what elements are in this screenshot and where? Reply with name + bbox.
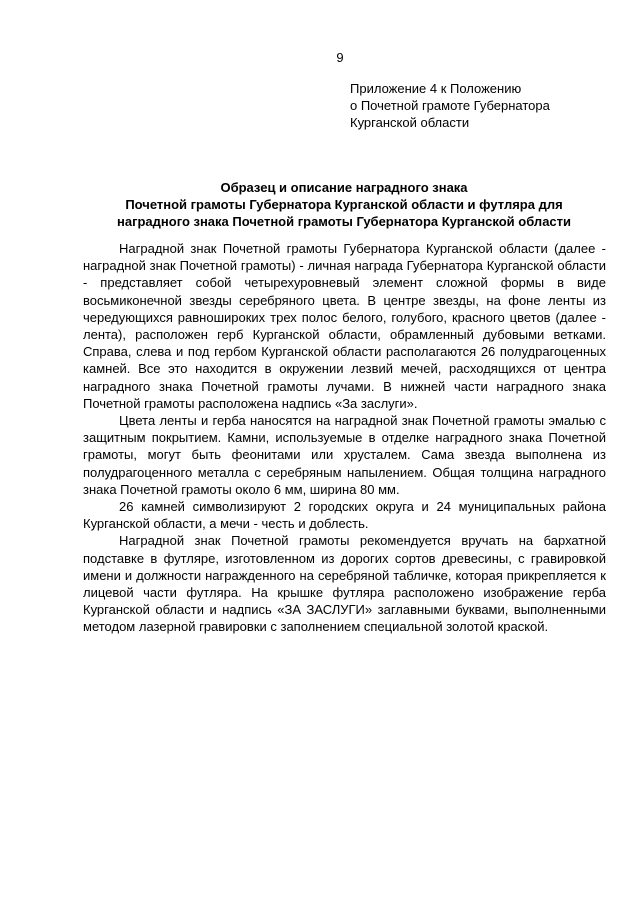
appendix-reference bbox=[350, 80, 620, 131]
title-line: Почетной грамоты Губернатора Курганской области и футляра для bbox=[125, 197, 563, 212]
appendix-line: Приложение 4 к Положению bbox=[350, 81, 522, 96]
appendix-line: Курганской области bbox=[350, 115, 470, 130]
paragraph-materials: Цвета ленты и герба наносятся на наградной знак Почетной грамоты эмалью с защитным покрытием. Камни, используемые в отделке наградного знака Почетной грамоты, могут быть феонитами или хрусталем. Сама звезда выполнена из полудрагоценного металла с серебряным напылением. Общая толщина наградного знака Почетной грамоты около 6 мм, ширина 80 мм. bbox=[83, 413, 606, 497]
paragraph-symbolism: 26 камней символизируют 2 городских округа и 24 муниципальных района Курганской области, а мечи - честь и доблесть. bbox=[83, 499, 606, 532]
appendix-line: о Почетной грамоте Губернатора bbox=[350, 98, 550, 113]
paragraph-case-description: Наградной знак Почетной грамоты рекомендуется вручать на бархатной подставке в футляре, изготовленном из дорогих сортов древесины, с гравировкой имени и должности награжденного на серебряной табличке, которая прикрепляется к лицевой части футляра. На крышке футляра расположено изображение герба Курганской области и надпись «ЗА ЗАСЛУГИ» заглавными буквами, выполненными методом лазерной гравировки с заполнением специальной золотой краской. bbox=[83, 533, 606, 635]
paragraph-badge-description: Наградной знак Почетной грамоты Губернатора Курганской области (далее - наградной знак Почетной грамоты) - личная награда Губернатора Курганской области - представляет собой четырехуровневый элемент сложной формы в виде восьмиконечной звезды серебряного цвета. В центре звезды, на фоне ленты из чередующихся равноширокиx трех полос белого, голубого, красного цветов (далее - лента), расположен герб Курганской области, обрамленный дубовыми ветками. Справа, слева и под гербом Курганской области располагаются 26 полудрагоценных камней. Все это находится в окружении лезвий мечей, расходящихся от центра наградного знака Почетной грамоты лучами. В нижней части наградного знака Почетной грамоты расположена надпись «За заслуги». bbox=[83, 241, 606, 411]
page-number: 9 bbox=[336, 50, 344, 65]
document-title bbox=[82, 179, 606, 230]
title-line: Образец и описание наградного знака bbox=[220, 180, 468, 195]
title-line: наградного знака Почетной грамоты Губернатора Курганской области bbox=[116, 214, 572, 229]
document-body bbox=[83, 240, 606, 636]
